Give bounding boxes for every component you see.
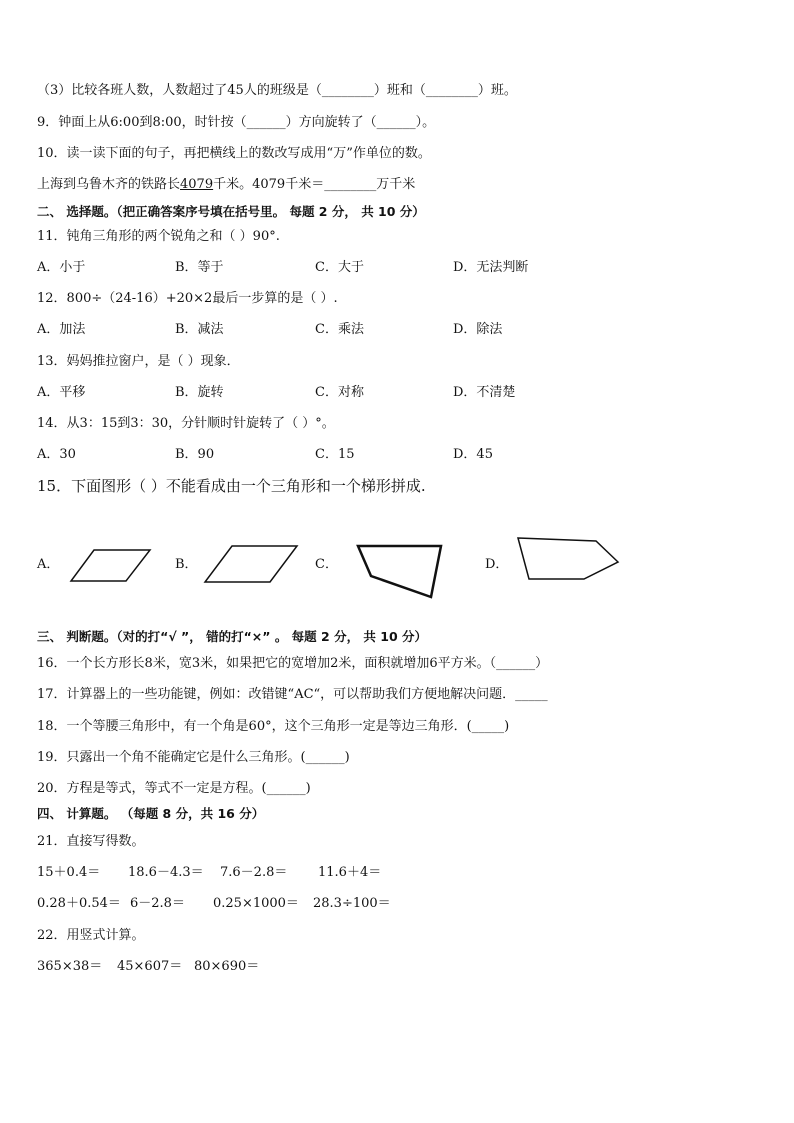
q11-option-d[interactable]: D．无法判断 <box>453 260 529 275</box>
q14-option-d[interactable]: D．45 <box>453 447 493 462</box>
q12-option-c[interactable]: C．乘法 <box>315 322 364 337</box>
q14-option-c[interactable]: C．15 <box>315 447 355 462</box>
q10-pre: 上海到乌鲁木齐的铁路长 <box>37 177 181 192</box>
question-10-sentence <box>37 176 415 194</box>
question-14: 14．从3：15到3：30，分针顺时针旋转了（ ）°。 <box>37 416 335 431</box>
q13-option-b[interactable]: B．旋转 <box>175 385 224 400</box>
question-8-3: （3）比较各班人数，人数超过了45人的班级是（________）班和（________）班。 <box>37 83 517 98</box>
q11-option-a[interactable]: A．小于 <box>37 260 86 275</box>
q10-underlined-number: 4079 <box>180 177 214 192</box>
calc-item: 15＋0.4＝ <box>37 865 101 880</box>
question-22: 22．用竖式计算。 <box>37 928 145 943</box>
question-20: 20．方程是等式，等式不一定是方程。(______) <box>37 781 311 796</box>
q11-option-b[interactable]: B．等于 <box>175 260 224 275</box>
vertical-calc-item: 45×607＝ <box>117 959 183 974</box>
q15-label-d[interactable]: D． <box>485 557 509 572</box>
q15-figure-a-parallelogram[interactable] <box>66 544 156 586</box>
question-18: 18．一个等腰三角形中，有一个角是60°，这个三角形一定是等边三角形．(_____) <box>37 719 510 734</box>
question-16: 16．一个长方形长8米，宽3米，如果把它的宽增加2米，面积就增加6平方米。（______） <box>37 656 549 671</box>
calc-item: 28.3÷100＝ <box>313 896 391 911</box>
question-15: 15．下面图形（ ）不能看成由一个三角形和一个梯形拼成. <box>37 477 426 495</box>
question-19: 19．只露出一个角不能确定它是什么三角形。(______) <box>37 750 350 765</box>
section-3-heading: 三、 判断题。（对的打“√ ”， 错的打“×” 。 每题 2 分， 共 10 分） <box>37 629 428 644</box>
question-10: 10．读一读下面的句子，再把横线上的数改写成用“万”作单位的数。 <box>37 146 431 161</box>
question-12: 12．800÷（24-16）+20×2最后一步算的是（ ）. <box>37 291 338 306</box>
q14-option-b[interactable]: B．90 <box>175 447 215 462</box>
q15-label-a[interactable]: A． <box>37 557 60 572</box>
vertical-calc-item: 80×690＝ <box>194 959 260 974</box>
q11-option-c[interactable]: C．大于 <box>315 260 364 275</box>
q15-figure-c-quadrilateral[interactable] <box>352 538 448 604</box>
q15-figure-d-pentagon[interactable] <box>512 532 624 586</box>
q14-option-a[interactable]: A．30 <box>37 447 76 462</box>
question-9: 9．钟面上从6:00到8:00，时针按（______）方向旋转了（______）。 <box>37 115 436 130</box>
q15-label-b[interactable]: B． <box>175 557 198 572</box>
q12-option-b[interactable]: B．减法 <box>175 322 224 337</box>
calc-item: 11.6＋4＝ <box>318 865 382 880</box>
calc-item: 18.6－4.3＝ <box>128 865 204 880</box>
calc-item: 6－2.8＝ <box>130 896 185 911</box>
q13-option-d[interactable]: D．不清楚 <box>453 385 516 400</box>
calc-item: 0.28＋0.54＝ <box>37 896 121 911</box>
section-4-heading: 四、 计算题。 （每题 8 分，共 16 分） <box>37 806 265 821</box>
question-13: 13．妈妈推拉窗户，是（ ）现象． <box>37 354 240 369</box>
calc-item: 0.25×1000＝ <box>213 896 299 911</box>
section-2-heading: 二、 选择题。（把正确答案序号填在括号里。 每题 2 分， 共 10 分） <box>37 204 425 219</box>
q13-option-a[interactable]: A．平移 <box>37 385 86 400</box>
question-17: 17．计算器上的一些功能键，例如：改错键“AC“，可以帮助我们方便地解决问题．_____ <box>37 687 548 702</box>
q12-option-d[interactable]: D．除法 <box>453 322 503 337</box>
q10-post: 千米。4079千米＝________万千米 <box>213 177 416 192</box>
q12-option-a[interactable]: A．加法 <box>37 322 86 337</box>
q13-option-c[interactable]: C．对称 <box>315 385 364 400</box>
question-11: 11．钝角三角形的两个锐角之和（ ）90°. <box>37 229 280 244</box>
q15-label-c[interactable]: C． <box>315 557 338 572</box>
question-21: 21．直接写得数。 <box>37 834 145 849</box>
calc-item: 7.6－2.8＝ <box>220 865 288 880</box>
q15-figure-b-parallelogram[interactable] <box>200 542 302 586</box>
vertical-calc-item: 365×38＝ <box>37 959 103 974</box>
